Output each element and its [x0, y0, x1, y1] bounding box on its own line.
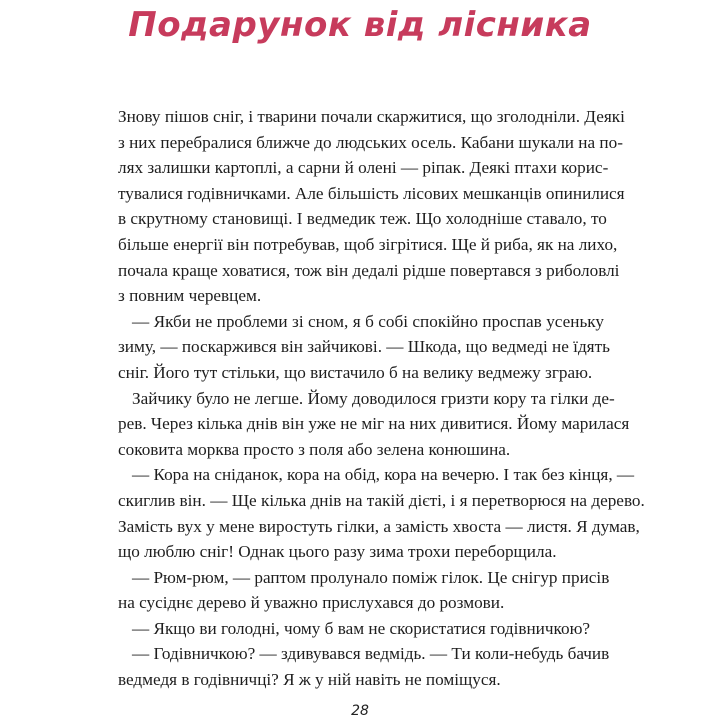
- text-line: більше енергії він потребував, щоб зігрітися. Ще й риба, як на лихо,: [118, 234, 618, 254]
- text-line: Знову пішов сніг, і тварини почали скаржитися, що зголодніли. Деякі: [118, 107, 625, 126]
- text-line: — Якби не проблеми зі сном, я б собі спокійно проспав усеньку: [132, 311, 604, 331]
- text-line: почала краще ховатися, тож він дедалі рідше повертався з риболовлі: [118, 260, 620, 280]
- text-line: соковита морква просто з поля або зелена конюшина.: [118, 439, 511, 459]
- text-line: скиглив він. — Ще кілька днів на такій дієті, і я перетворюся на дерево.: [118, 490, 645, 510]
- body-text: [118, 104, 645, 693]
- text-line: тувалися годівничками. Але більшість лісових мешканців опинилися: [118, 183, 625, 203]
- text-line: Замість вух у мене виростуть гілки, а замість хвоста — листя. Я думав,: [118, 516, 640, 536]
- chapter-title: Подарунок від лісника: [128, 5, 592, 45]
- text-line: на сусіднє дерево й уважно прислухався до розмови.: [118, 593, 505, 613]
- text-line: зиму, — поскаржився він зайчикові. — Шкода, що ведмеді не їдять: [118, 337, 610, 357]
- text-line: в скрутному становищі. І ведмедик теж. Що холодніше ставало, то: [118, 209, 607, 229]
- text-line: Зайчику було не легше. Йому доводилося гризти кору та гілки де-: [132, 388, 615, 408]
- text-line: — Якщо ви голодні, чому б вам не скористатися годівничкою?: [132, 618, 591, 638]
- text-line: — Рюм-рюм, — раптом пролунало поміж гілок. Це снігур присів: [132, 567, 610, 587]
- text-line: лях залишки картоплі, а сарни й олені — ріпак. Деякі птахи корис-: [118, 158, 609, 178]
- text-line: з них перебралися ближче до людських осель. Кабани шукали на по-: [118, 132, 623, 152]
- text-line: що люблю сніг! Однак цього разу зима трохи переборщила.: [118, 542, 557, 562]
- page-number: 28: [351, 703, 369, 719]
- text-line: — Годівничкою? — здивувався ведмідь. — Ти коли-небудь бачив: [132, 644, 610, 664]
- text-line: ведмедя в годівничці? Я ж у ній навіть не поміщуся.: [118, 670, 501, 690]
- text-line: з повним черевцем.: [118, 286, 262, 306]
- text-line: — Кора на сніданок, кора на обід, кора на вечерю. І так без кінця, —: [132, 465, 635, 485]
- text-line: сніг. Його тут стільки, що вистачило б на велику ведмежу зграю.: [118, 362, 593, 382]
- text-line: рев. Через кілька днів він уже не міг на них дивитися. Йому марилася: [118, 414, 630, 434]
